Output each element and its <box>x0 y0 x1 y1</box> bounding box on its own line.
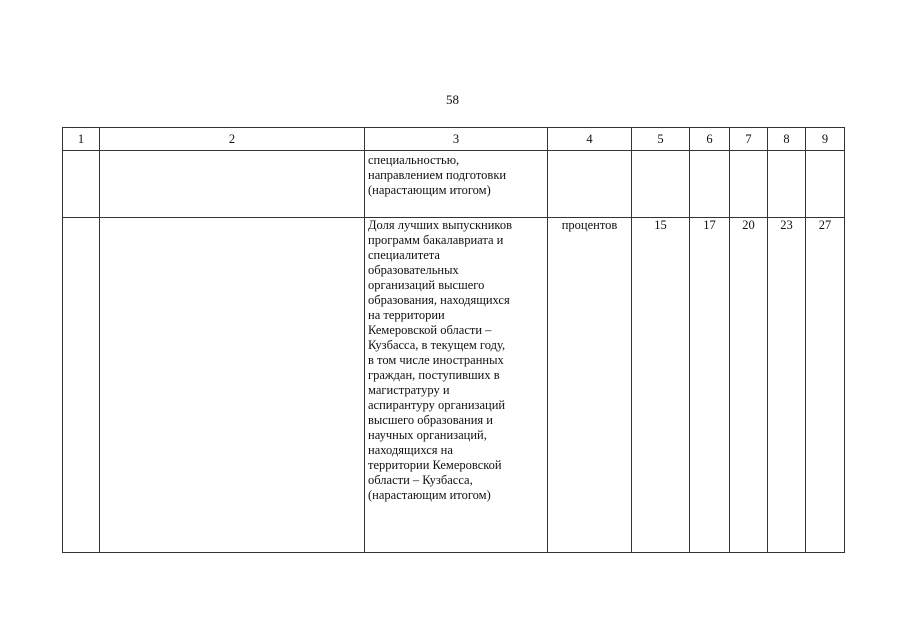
table-row <box>63 218 845 553</box>
header-cell: 6 <box>690 128 730 151</box>
unit-cell: процентов <box>548 218 632 553</box>
header-cell: 4 <box>548 128 632 151</box>
value-cell <box>768 151 806 218</box>
value-cell <box>806 151 845 218</box>
value-cell: 17 <box>690 218 730 553</box>
table-cell <box>63 218 100 553</box>
header-cell: 3 <box>365 128 548 151</box>
header-cell: 9 <box>806 128 845 151</box>
header-cell: 1 <box>63 128 100 151</box>
value-cell: 20 <box>730 218 768 553</box>
data-table <box>62 127 845 553</box>
indicator-text: Доля лучших выпускников программ бакалавриата и специалитета образовательных организаций высшего образования, находящихся на территории Кемеровской области – Кузбасса, в текущем году, в том числе иностранных граждан, поступивших в магистратуру и аспирантуру организаций высшего образования и научных организаций, находящихся на территории Кемеровской области – Кузбасса, (нарастающим итогом) <box>365 218 548 553</box>
value-cell: 23 <box>768 218 806 553</box>
header-cell: 7 <box>730 128 768 151</box>
indicator-text: специальностью, направлением подготовки (нарастающим итогом) <box>365 151 548 218</box>
value-cell: 27 <box>806 218 845 553</box>
unit-cell <box>548 151 632 218</box>
table-cell <box>63 151 100 218</box>
header-cell: 2 <box>100 128 365 151</box>
table-cell <box>100 151 365 218</box>
value-cell <box>730 151 768 218</box>
table-header-row <box>63 128 845 151</box>
table-cell <box>100 218 365 553</box>
page-number: 58 <box>446 92 459 107</box>
value-cell <box>632 151 690 218</box>
value-cell: 15 <box>632 218 690 553</box>
header-cell: 5 <box>632 128 690 151</box>
table-row <box>63 151 845 218</box>
header-cell: 8 <box>768 128 806 151</box>
value-cell <box>690 151 730 218</box>
